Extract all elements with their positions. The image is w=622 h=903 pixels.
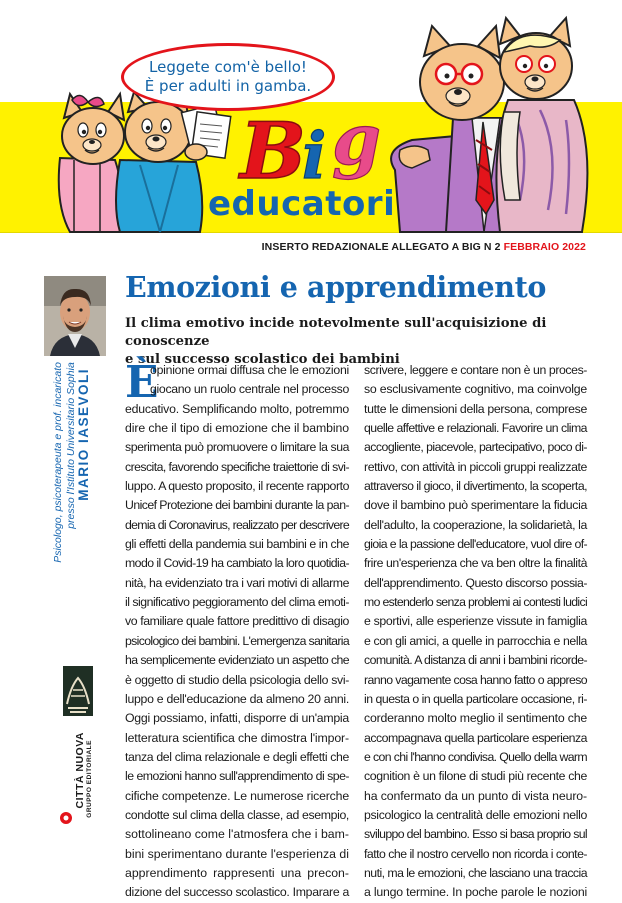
girl-cat-character xyxy=(59,94,124,232)
article-line: cifiche competenze. Le numerose ricerche xyxy=(125,788,349,803)
article-line: quelle affettive e relazionali. Favorire un clima xyxy=(364,421,587,436)
article-line: luppo. A questo proposito, il recente rapporto xyxy=(125,479,349,494)
article-line: sviluppo del bambino. Esso si basa proprio sul xyxy=(364,827,588,842)
article-line: accogliente, piacevole, partecipativo, poco di- xyxy=(364,440,587,455)
article-line: gli effetti della pandemia sui bambini e in che xyxy=(125,537,350,552)
article-line: gioia e la passione dell'educatore, vuol dire of- xyxy=(364,537,587,552)
article-line: in questa o in quella particolare occasione, ri- xyxy=(364,691,588,706)
article-line: corderanno molto meglio il sentimento che xyxy=(364,711,587,726)
article-line: modo il Covid-19 ha cambiato la loro quotidia- xyxy=(125,556,349,571)
author-role xyxy=(52,362,78,563)
article-line: nuti, ma le emozioni, che lasciano una traccia xyxy=(364,865,588,880)
publisher-name: CITTÀ NUOVA xyxy=(74,732,86,809)
big-logo-letter-g: g xyxy=(332,98,381,181)
article-line: letteratura scientifica che dimostra l'impor- xyxy=(125,730,349,745)
article-line: giocano un ruolo centrale nel processo xyxy=(150,382,349,397)
article-line: opinione ormai diffusa che le emozioni xyxy=(150,363,349,377)
subtitle-line-2: e sul successo scolastico dei bambini xyxy=(125,352,400,367)
subtitle-line-1: Il clima emotivo incide notevolmente sull'acquisizione di conoscenze xyxy=(125,316,547,349)
speech-line-2: È per adulti in gamba. xyxy=(144,77,312,95)
big-logo-letter-b: B xyxy=(240,106,306,197)
article-line: il significativo peggioramento del clima emoti- xyxy=(125,595,350,610)
article-line: so esclusivamente cognitivo, ma coinvolge xyxy=(364,382,588,397)
author-name: MARIO IASEVOLI xyxy=(76,368,91,501)
speech-bubble xyxy=(121,43,335,111)
big-logo xyxy=(238,98,398,197)
article-line: rettivo, con attività in piccoli gruppi realizzate xyxy=(364,459,587,474)
issue-date: FEBBRAIO 2022 xyxy=(503,241,586,253)
article-line: nità, ha evidenziato tra i vari motivi di allarme xyxy=(125,575,349,590)
article-line: dell'apprendimento. Questo discorso possia- xyxy=(364,575,588,590)
article-line: Oggi possiamo, infatti, disporre di un'ampia xyxy=(125,711,349,726)
article-line: psicologico dei bambini. L'emergenza sanitaria xyxy=(125,633,349,648)
associazione-logo xyxy=(63,666,93,716)
speech-line-1: Leggete com'è bello! xyxy=(149,58,307,76)
author-photo xyxy=(44,276,106,356)
article-line: bini sperimentano durante l'esperienza di xyxy=(125,846,349,861)
author-role-line-1: Psicologo, psicoterapeuta e prof. incaricato xyxy=(52,362,64,563)
article-line: sottolineano come l'atmosfera che i bam- xyxy=(125,827,349,842)
educatori-wordmark: educatori xyxy=(208,184,396,224)
article-line: sperimenta può promuovere o limitare la sua xyxy=(125,440,350,455)
article-line: frire un'esperienza che va ben oltre la finalità xyxy=(364,556,588,571)
article-line: dire che il tipo di emozione che il bambino xyxy=(125,421,350,436)
issue-line xyxy=(262,241,586,253)
article-line: demia di Coronavirus, realizzato per descrivere xyxy=(125,517,349,532)
article-line: educativo. Semplificando molto, potremmo xyxy=(125,401,349,416)
article-line: tutte le dimensioni della persona, comprese xyxy=(364,401,588,416)
article-line: accompagnava quella particolare esperienza xyxy=(364,730,587,745)
article-line: a lungo termine. In poche parole le nozioni xyxy=(364,885,588,900)
article-line: ha confermato da un punto di vista neuro- xyxy=(364,788,588,803)
article-column-right xyxy=(364,361,587,903)
article-line: le emozioni hanno sull'apprendimento di spe- xyxy=(125,769,349,784)
article-line: crescita, favorendo specifiche traiettorie di svi- xyxy=(125,459,349,474)
article-line: è oggetto di studio della psicologia dello svi- xyxy=(125,672,350,687)
article-line: luppo e dell'educazione da almeno 20 anni. xyxy=(125,691,349,706)
author-role-line-2: presso l'Istituto Universitario Sophia xyxy=(65,362,77,529)
article-line: condotte sul clima della classe, ad esempio, xyxy=(125,807,349,822)
article-line: e con chi l'hanno condivisa. Quello della warm xyxy=(364,749,587,764)
article-line: vo familiare quale fattore predittivo di disagio xyxy=(125,614,349,629)
article-line: e sportivi, alle esperienze vissute in famiglia xyxy=(364,614,588,629)
article-line: dizione del successo scolastico. Imparare a xyxy=(125,885,350,900)
article-line: tanza del clima relazionale e degli effetti che xyxy=(125,749,350,764)
drop-cap: È xyxy=(125,357,159,408)
article-line: dove il bambino può sperimentare la fiducia xyxy=(364,498,588,513)
article-line: Unicef Protezione dei bambini durante la pan- xyxy=(125,498,349,513)
article-line: scrivere, leggere e contare non è un proces- xyxy=(364,363,587,377)
article-line: ranno vagamente cosa hanno fatto o appreso xyxy=(364,672,588,687)
issue-text: INSERTO REDAZIONALE ALLEGATO A BIG N 2 xyxy=(261,241,504,253)
article-title: Emozioni e apprendimento xyxy=(125,270,546,304)
publisher-subtitle: GRUPPO EDITORIALE xyxy=(86,740,93,818)
article-line: mo estenderlo senza problemi ai contesti ludici xyxy=(364,595,587,610)
article-line: cognition è un filone di studi più recente che xyxy=(364,769,587,784)
article-line: fatto che il nostro cervello non ricorda i conte- xyxy=(364,846,587,861)
article-line: attraverso il gioco, il divertimento, la scoperta, xyxy=(364,479,588,494)
article-line: comunità. A distanza di anni i bambini ricorde- xyxy=(364,653,588,668)
big-logo-letter-i: i xyxy=(302,119,327,194)
article-line: apprendimento rappresenti una precon- xyxy=(125,865,349,880)
article-line: ha semplicemente evidenziato un aspetto che xyxy=(125,653,350,668)
article-line: psicologico la centralità delle emozioni nello xyxy=(364,807,588,822)
article-line: dell'adulto, la cooperazione, la solidarietà, la xyxy=(364,517,587,532)
article-line: e con gli amici, a quelle in parrocchia e nella xyxy=(364,633,588,648)
mother-cat-character xyxy=(496,18,587,232)
masthead xyxy=(0,0,622,233)
